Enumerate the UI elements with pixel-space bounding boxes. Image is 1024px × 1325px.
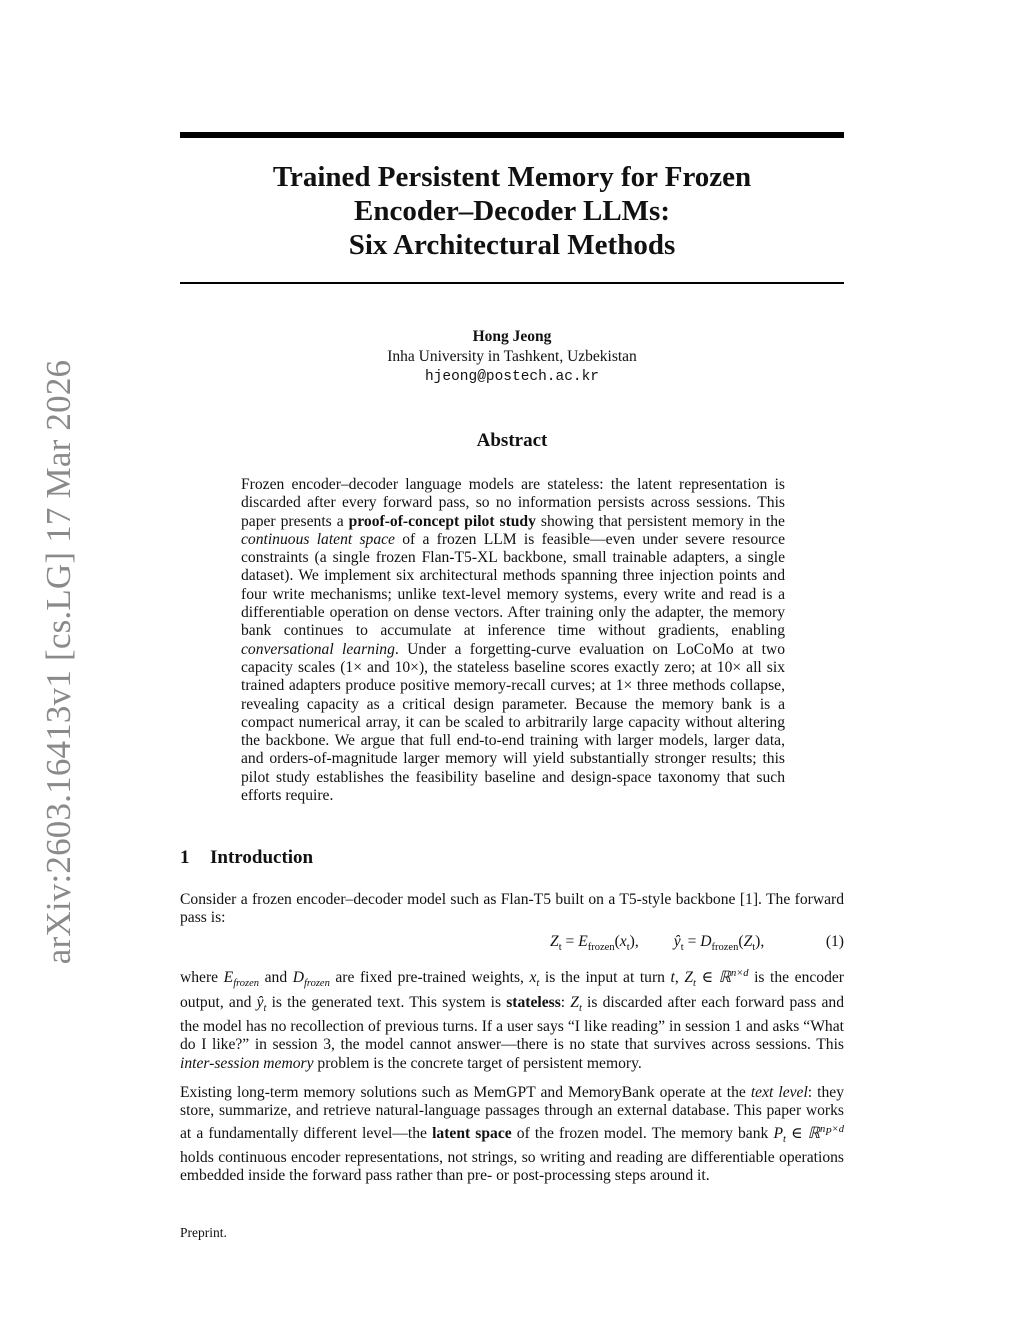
equation-body: $Z_t = E_{frozen}(x_t)$, $ŷ_t = D_{frozen}(Z_t)$, [550, 933, 765, 954]
abstract-span: of a frozen LLM is feasible—even under severe resource constraints (a single frozen Flan-T5-XL backbone, small trainable adapters, a single dataset). We implement six architectural methods spanning three injection points and four write mechanisms; unlike text-level memory systems, every write and read is a differentiable operation on dense vectors. After training only the adapter, the memory bank continues to accumulate at inference time without gradients, enabling [241, 530, 785, 640]
text-span: is discarded after each forward pass and the model has no recollection of previous turns. If a user says “I like reading” in session 1 and asks “What do I like?” in session 3, the model cannot answer—there is no state that survives across sessions. This [180, 993, 844, 1054]
author-email: hjeong@postech.ac.kr [424, 369, 600, 385]
author-block [180, 327, 844, 387]
abstract-span: . Under a forgetting-curve evaluation on LoCoMo at two capacity scales (1× and 10×), the stateless baseline scores exactly zero; at 10× all six trained adapters produce positive memory-recall curves; at 1× three methods collapse, revealing capacity as a critical design parameter. Because the memory bank is a compact numerical array, it can be scaled to arbitrarily large capacity without altering the backbone. We argue that full end-to-end training with larger models, larger data, and orders-of-magnitude larger memory will yield substantially stronger results; this pilot study establishes the feasibility baseline and design-space taxonomy that such efforts require. [241, 640, 785, 805]
text-span: and [259, 969, 293, 987]
preprint-footer: Preprint. [180, 1225, 227, 1240]
text-span: holds continuous encoder representations, not strings, so writing and reading are differentiable operations embedded inside the forward pass rather than pre- or post-processing steps around it. [180, 1149, 844, 1185]
math-inline: $Z_t$ [570, 993, 582, 1014]
abstract-bold-phrase: proof-of-concept pilot study [348, 512, 536, 530]
italic-term: inter-session memory [180, 1054, 314, 1072]
math-inline: $E_{frozen}$ [223, 969, 260, 990]
math-inline: $Z_t$ ∈ ℝ$^{n\times d}$ [684, 968, 749, 990]
title-line: Trained Persistent Memory for Frozen [272, 161, 752, 193]
title-bottom-rule [180, 282, 844, 284]
bold-term: stateless [506, 993, 561, 1011]
author-affiliation: Inha University in Tashkent, Uzbekistan [387, 348, 637, 365]
intro-paragraph-1: Consider a frozen encoder–decoder model such as Flan-T5 built on a T5-style backbone [1]. The forward pass is: [180, 891, 844, 927]
equation-1 [180, 933, 844, 953]
bold-term: latent space [432, 1124, 512, 1142]
math-inline: $ŷ_t$ [256, 993, 267, 1014]
intro-paragraph-3 [180, 1084, 844, 1186]
paper-title [180, 160, 844, 262]
abstract-span: Frozen encoder–decoder language models are stateless: the latent representation is discarded after every forward pass, so no information persists across sessions. This paper presents a [241, 476, 785, 530]
math-inline: $P_t$ ∈ ℝ$^{n_P\times d}$ [773, 1123, 844, 1145]
math-inline: $x_t$ [529, 969, 540, 990]
arxiv-identifier-stamp: arXiv:2603.16413v1 [cs.LG] 17 Mar 2026 [39, 359, 78, 965]
section-heading-introduction [180, 847, 313, 869]
italic-term: text level [750, 1084, 808, 1101]
title-top-rule [180, 132, 844, 138]
text-span: is the generated text. This system is [266, 993, 507, 1011]
abstract-heading: Abstract [476, 430, 548, 451]
abstract-italic-phrase: continuous latent space [241, 530, 395, 548]
section-number: 1 [180, 847, 190, 868]
text-span: of the frozen model. The memory bank [511, 1124, 774, 1142]
abstract-text [241, 476, 785, 805]
intro-paragraph-2 [180, 965, 844, 1073]
math-inline: $D_{frozen}$ [292, 969, 330, 990]
text-span: is the input at turn [539, 969, 671, 987]
title-line: Six Architectural Methods [348, 229, 676, 261]
math-inline: t [670, 969, 675, 987]
section-title: Introduction [210, 847, 314, 868]
title-line: Encoder–Decoder LLMs: [354, 195, 670, 227]
text-span: Existing long-term memory solutions such as MemGPT and MemoryBank operate at the [180, 1084, 751, 1101]
equation-number: (1) [825, 933, 844, 950]
author-name: Hong Jeong [472, 328, 552, 345]
text-span: problem is the concrete target of persistent memory. [313, 1054, 642, 1072]
abstract-span: showing that persistent memory in the [535, 512, 785, 530]
text-span: : they store, summarize, and retrieve natural-language passages through an external database. This paper works at a fundamentally different level—the [180, 1084, 844, 1142]
abstract-italic-phrase: conversational learning [241, 640, 395, 658]
text-span: , [674, 969, 685, 987]
text-span: : [560, 993, 571, 1011]
text-span: is the encoder output, and [180, 969, 844, 1011]
text-span: where [180, 969, 224, 987]
text-span: are fixed pre-trained weights, [329, 969, 530, 987]
